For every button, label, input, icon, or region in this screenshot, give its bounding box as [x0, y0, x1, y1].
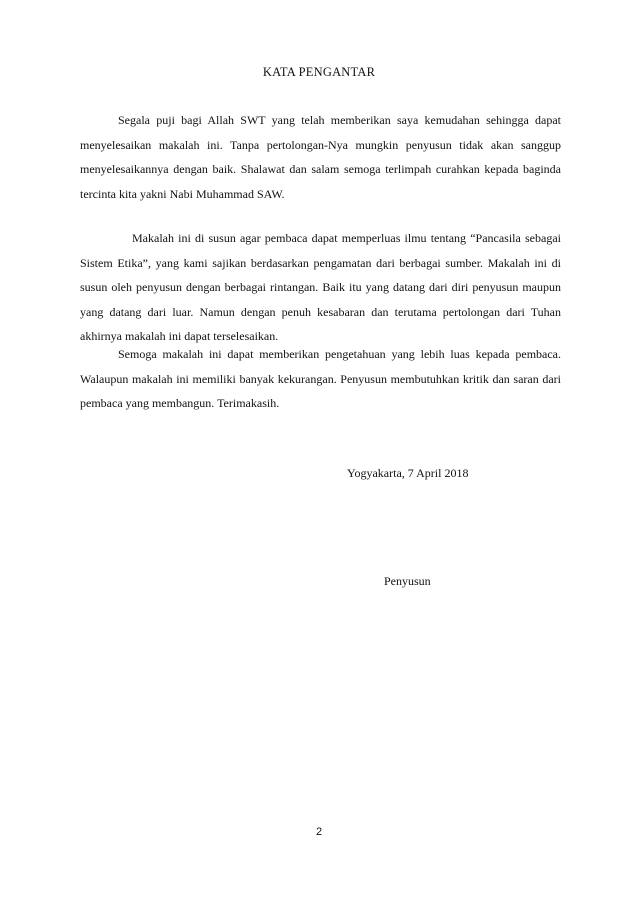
paragraph-1: Segala puji bagi Allah SWT yang telah memberikan saya kemudahan sehingga dapat menyelesaikan makalah ini. Tanpa pertolongan-Nya mungkin penyusun tidak akan sanggup menyelesaikannya dengan baik. Shalawat dan salam semoga terlimpah curahkan kepada baginda tercinta kita yakni Nabi Muhammad SAW. [80, 113, 561, 201]
paragraph-2: Makalah ini di susun agar pembaca dapat memperluas ilmu tentang “Pancasila sebagai Sistem Etika”, yang kami sajikan berdasarkan pengamatan dari berbagai sumber. Makalah ini di susun oleh penyusun dengan berbagai rintangan. Baik itu yang datang dari diri penyusun maupun yang datang dari luar. Namun dengan penuh kesabaran dan terutama pertolongan dari Tuhan akhirnya makalah ini dapat terselesaikan. [80, 231, 561, 343]
page-title: KATA PENGANTAR [262, 65, 376, 79]
paragraph-3: Semoga makalah ini dapat memberikan pengetahuan yang lebih luas kepada pembaca. Walaupun makalah ini memiliki banyak kekurangan. Penyusun membutuhkan kritik dan saran dari pembaca yang membangun. Terimakasih. [80, 347, 561, 410]
place-date: Yogyakarta, 7 April 2018 [347, 466, 469, 480]
author-signature: Penyusun [384, 574, 431, 588]
page-number: 2 [315, 826, 323, 838]
